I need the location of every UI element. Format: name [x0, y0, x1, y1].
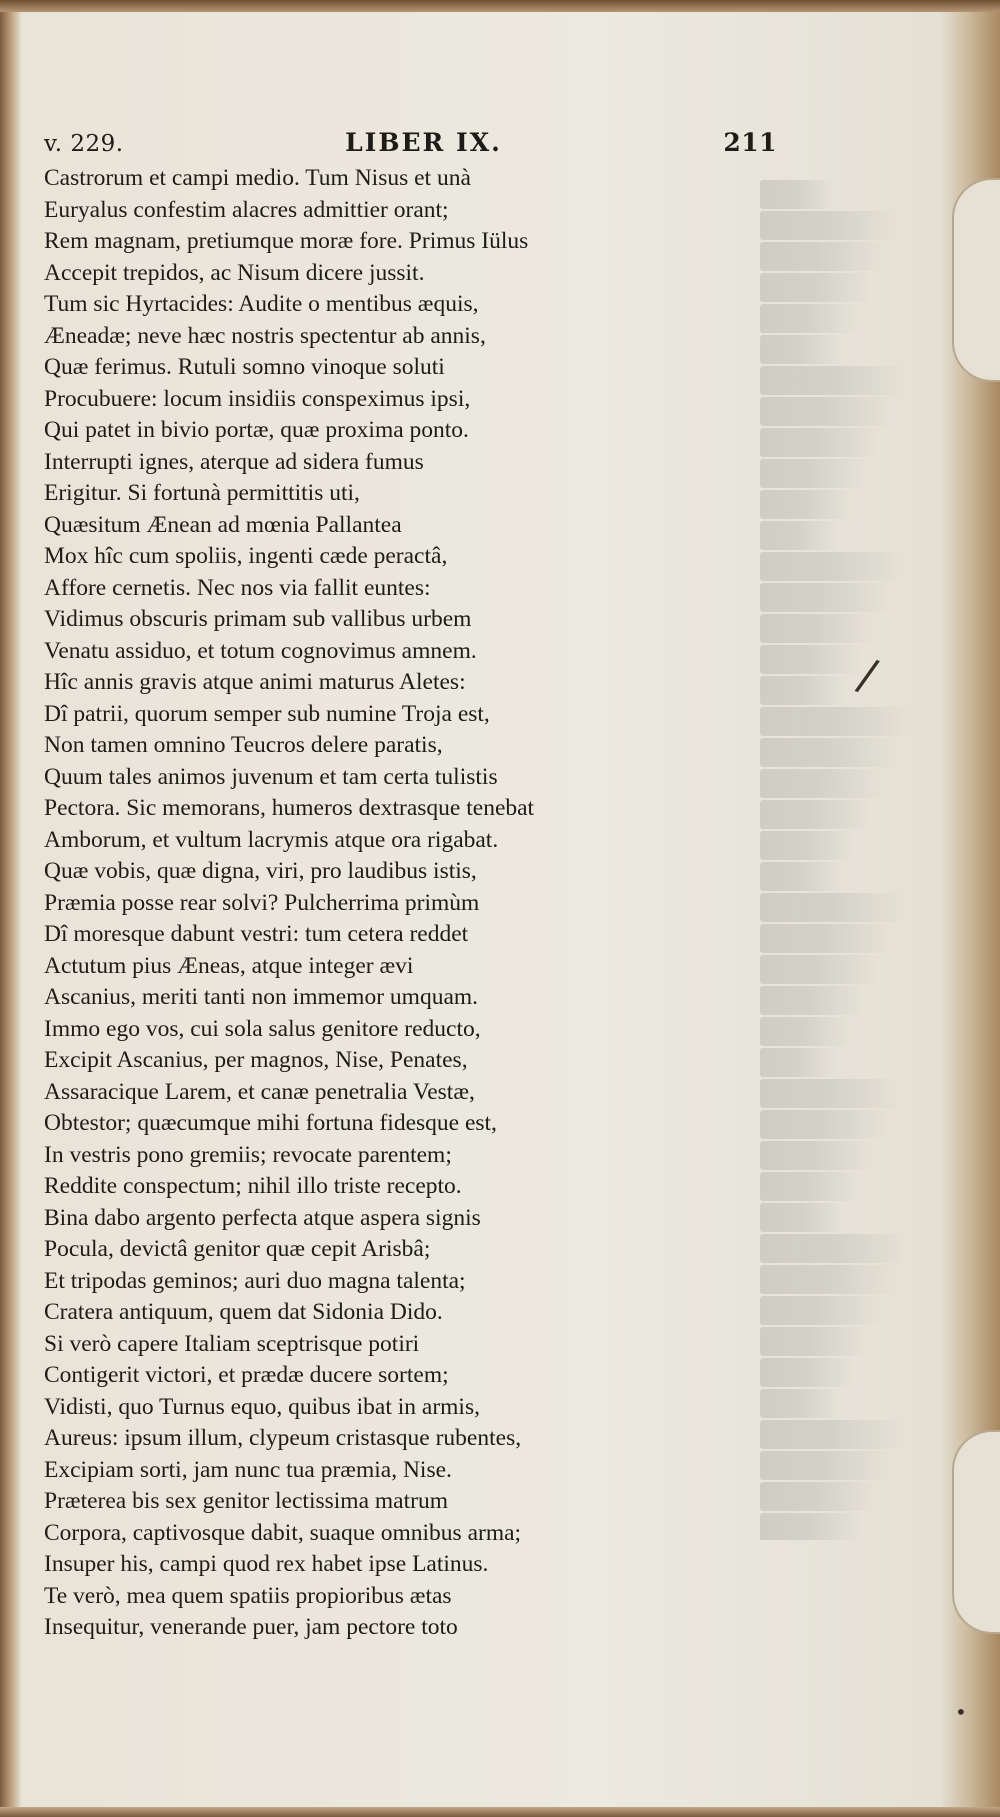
verse-line: Quum tales animos juvenum et tam certa tulistis — [44, 763, 498, 790]
verse-line: Si verò capere Italiam sceptrisque potiri — [44, 1330, 420, 1357]
verse-line: Quæ ferimus. Rutuli somno vinoque soluti — [44, 354, 445, 380]
verse-line: Reddite conspectum; nihil illo triste recepto. — [44, 1173, 462, 1199]
verse-line: Vidimus obscuris primam sub vallibus urbem — [44, 606, 472, 632]
verse-line: Te verò, mea quem spatiis propioribus ætas — [44, 1582, 452, 1609]
verse-line: Pocula, devictâ genitor quæ cepit Arisbâ; — [44, 1236, 431, 1262]
verse-line: Immo ego vos, cui sola salus genitore reducto, — [44, 1015, 481, 1042]
verse-line: Præterea bis sex genitor lectissima matrum — [44, 1488, 448, 1514]
show-through-line — [760, 1234, 945, 1263]
show-through-line — [760, 397, 926, 426]
verse-line: Quæsitum Ænean ad mœnia Pallantea — [44, 511, 402, 538]
verse-line: Procubuere: locum insidiis conspeximus ipsi, — [44, 385, 471, 412]
show-through-line — [760, 738, 930, 767]
verse-line: Et tripodas geminos; auri duo magna talenta; — [44, 1267, 466, 1294]
verse-line: Dî moresque dabunt vestri: tum cetera reddet — [44, 921, 469, 947]
show-through-line — [760, 552, 936, 581]
verse-line: Excipit Ascanius, per magnos, Nise, Penates, — [44, 1047, 468, 1073]
verse-line: Excipiam sorti, jam nunc tua præmia, Nise. — [44, 1456, 452, 1483]
pencil-mark: / — [852, 648, 883, 703]
verse-line: Qui patet in bivio portæ, quæ proxima ponto. — [44, 417, 469, 443]
verse-line: Affore cernetis. Nec nos via fallit euntes: — [44, 574, 431, 601]
verse-line: Actutum pius Æneas, atque integer ævi — [44, 952, 414, 979]
show-through-line — [760, 924, 924, 953]
top-page-edge — [0, 0, 1000, 12]
show-through-line — [760, 1079, 934, 1108]
show-through-line — [760, 1420, 939, 1449]
verse-line: Tum sic Hyrtacides: Audite o mentibus æquis, — [44, 291, 479, 317]
verse-line: Præmia posse rear solvi? Pulcherrima primùm — [44, 889, 480, 916]
show-through-line — [760, 1265, 928, 1294]
verse-line: Euryalus confestim alacres admittier orant; — [44, 196, 449, 223]
verse-line: Rem magnam, pretiumque moræ fore. Primus Iülus — [44, 228, 529, 254]
verse-line: Aureus: ipsum illum, clypeum cristasque rubentes, — [44, 1425, 522, 1451]
verse-line: Interrupti ignes, aterque ad sidera fumus — [44, 448, 424, 475]
verse-line: Mox hîc cum spoliis, ingenti cæde peractâ, — [44, 543, 448, 569]
verse-line: Insuper his, campi quod rex habet ipse Latinus. — [44, 1551, 489, 1577]
show-through-line — [760, 707, 947, 736]
verse-line: Bina dabo argento perfecta atque aspera signis — [44, 1204, 481, 1231]
verse-line: Hîc annis gravis atque animi maturus Aletes: — [44, 669, 466, 695]
verse-line: Pectora. Sic memorans, humeros dextrasque tenebat — [44, 795, 535, 821]
ink-speck: • — [955, 1700, 967, 1724]
show-through-text — [760, 180, 970, 1540]
verse-line: Erigitur. Si fortunà permittitis uti, — [44, 480, 360, 506]
verse-line: Insequitur, venerande puer, jam pectore toto — [44, 1614, 458, 1640]
book-title: LIBER IX. — [345, 128, 502, 157]
show-through-line — [760, 893, 941, 922]
verse-reference: v. 229. — [44, 131, 124, 157]
verse-line: Non tamen omnino Teucros delere paratis, — [44, 732, 443, 758]
show-through-line — [760, 366, 943, 395]
verse-line: Contigerit victori, et prædæ ducere sortem; — [44, 1362, 449, 1388]
page-number: 211 — [723, 128, 777, 157]
verse-line: Quæ vobis, quæ digna, viri, pro laudibus istis, — [44, 858, 477, 884]
verse-line: Dî patrii, quorum semper sub numine Troja est, — [44, 700, 490, 727]
verse-line: Ascanius, meriti tanti non immemor umquam. — [44, 984, 479, 1010]
verse-line: Vidisti, quo Turnus equo, quibus ibat in armis, — [44, 1393, 480, 1420]
verse-line: Æneadæ; neve hæc nostris spectentur ab annis, — [44, 322, 486, 349]
show-through-line — [760, 1451, 922, 1480]
verse-line: Amborum, et vultum lacrymis atque ora rigabat. — [44, 826, 499, 853]
bottom-page-edge — [0, 1807, 1000, 1817]
verse-lines — [44, 163, 784, 1644]
verse-line: Corpora, captivosque dabit, suaque omnibus arma; — [44, 1519, 522, 1546]
verse-line: Assaracique Larem, et canæ penetralia Vestæ, — [44, 1078, 475, 1105]
verse-line: Castrorum et campi medio. Tum Nisus et unà — [44, 165, 471, 191]
verse-line: Cratera antiquum, quem dat Sidonia Dido. — [44, 1299, 443, 1325]
verse-line: In vestris pono gremiis; revocate parentem; — [44, 1141, 452, 1168]
show-through-line — [760, 211, 932, 240]
verse-line: Accepit trepidos, ac Nisum dicere jussit. — [44, 259, 425, 286]
running-header — [44, 128, 777, 157]
verse-line: Obtestor; quæcumque mihi fortuna fidesque est, — [44, 1110, 497, 1136]
verse-line: Venatu assiduo, et totum cognovimus amnem. — [44, 637, 477, 664]
page-text-block — [44, 128, 784, 1644]
